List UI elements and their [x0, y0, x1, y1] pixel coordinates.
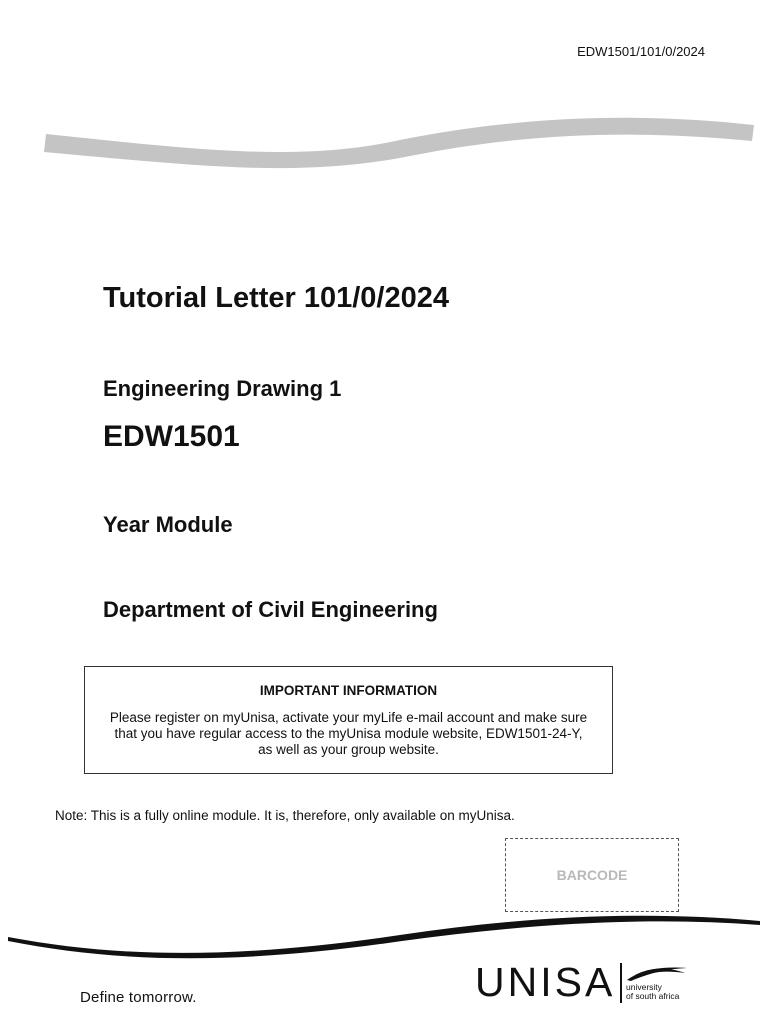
important-info-body: Please register on myUnisa, activate your myLife e-mail account and make sure that you have regular access to the myUnisa module website, EDW1501-24-Y, as well as your group website. — [109, 710, 588, 757]
department-name: Department of Civil Engineering — [103, 597, 438, 622]
footer-tagline: Define tomorrow. — [80, 989, 197, 1006]
top-swoosh-decoration — [0, 110, 768, 180]
page-title: Tutorial Letter 101/0/2024 — [103, 282, 450, 314]
logo-divider — [620, 963, 622, 1003]
bottom-swoosh-decoration — [0, 905, 768, 965]
barcode-label: BARCODE — [556, 867, 628, 883]
unisa-logo-subtitle — [626, 983, 679, 1001]
module-type: Year Module — [103, 512, 233, 537]
logo-subtitle-line1: university — [626, 982, 662, 992]
logo-subtitle-line2: of south africa — [626, 991, 680, 1001]
important-info-box — [84, 666, 613, 774]
unisa-logo-wordmark: UNISA — [475, 959, 616, 1005]
important-info-heading: IMPORTANT INFORMATION — [259, 683, 438, 698]
barcode-placeholder — [505, 838, 679, 912]
unisa-bird-icon — [625, 964, 689, 982]
module-name: Engineering Drawing 1 — [103, 376, 342, 401]
online-module-note: Note: This is a fully online module. It is, therefore, only available on myUnisa. — [55, 808, 515, 823]
document-code: EDW1501/101/0/2024 — [577, 44, 705, 59]
module-code: EDW1501 — [103, 420, 240, 453]
